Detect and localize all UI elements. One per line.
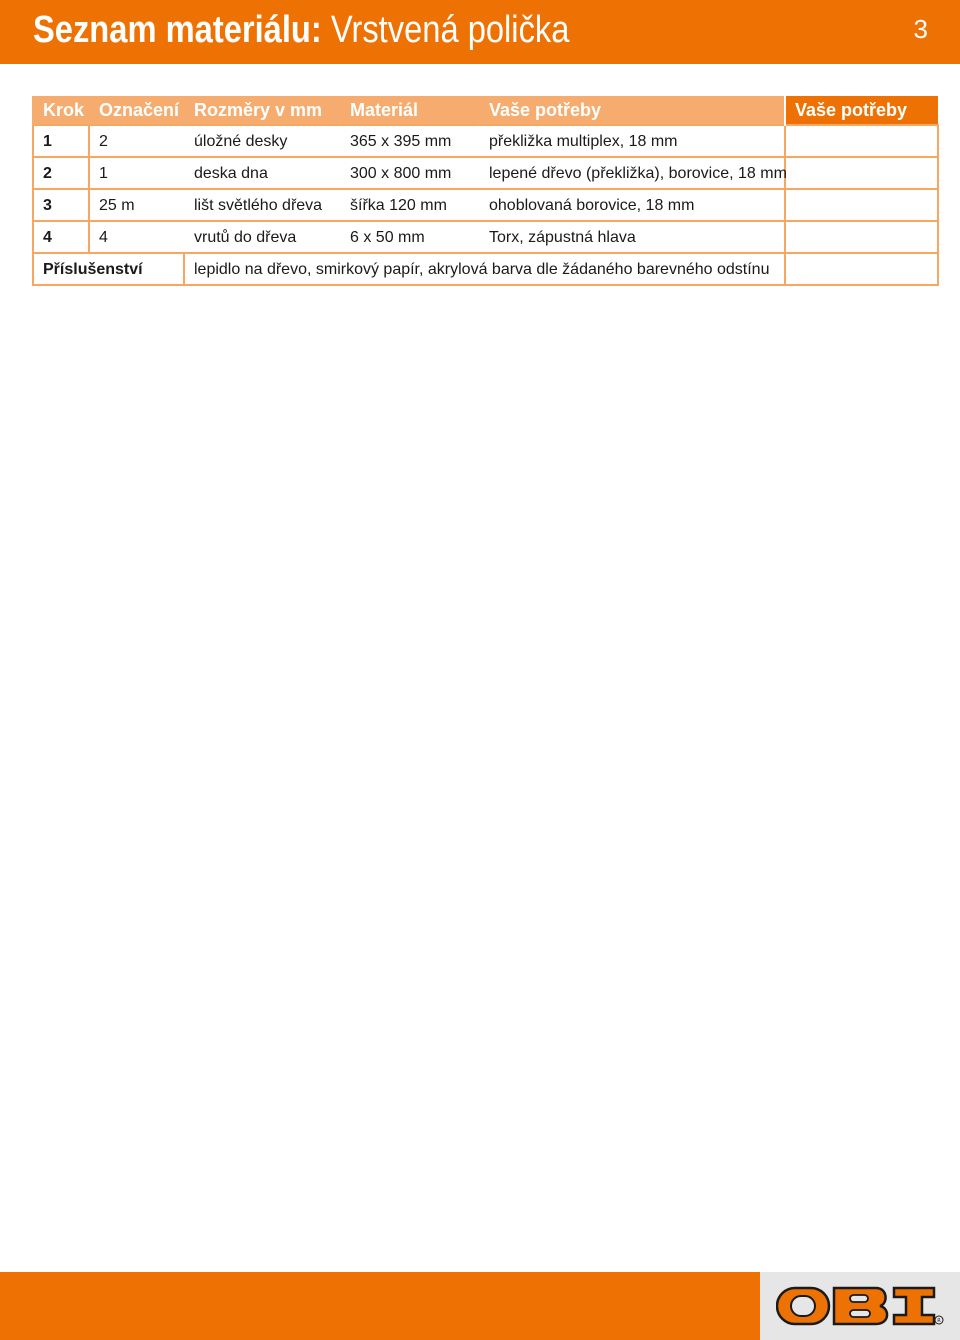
cell-check[interactable] <box>785 189 938 221</box>
cell-label: 1 <box>89 157 184 189</box>
footer-bar <box>0 1272 760 1340</box>
footer-logo <box>760 1272 960 1340</box>
cell-check[interactable] <box>785 125 938 157</box>
table-row <box>33 157 938 189</box>
cell-dims: lišt světlého dřeva <box>184 189 340 221</box>
cell-step: 4 <box>33 221 89 253</box>
header-krok: Krok <box>33 96 89 125</box>
cell-step: 1 <box>33 125 89 157</box>
cell-label: 4 <box>89 221 184 253</box>
header-oznaceni: Označení <box>89 96 184 125</box>
table-row <box>33 125 938 157</box>
svg-text:R: R <box>937 1318 941 1324</box>
page-title-subject: Vrstvená polička <box>330 9 570 51</box>
header-rozmery: Rozměry v mm <box>184 96 340 125</box>
header-vase-potreby: Vaše potřeby <box>479 96 785 125</box>
cell-dims: deska dna <box>184 157 340 189</box>
cell-needs: překližka multiplex, 18 mm <box>479 125 785 157</box>
cell-material: šířka 120 mm <box>340 189 479 221</box>
obi-logo-icon <box>776 1286 944 1326</box>
table-header-row <box>33 96 938 125</box>
page-title <box>33 4 569 56</box>
materials-table <box>32 96 939 286</box>
table-row-accessories <box>33 253 938 285</box>
cell-step: 3 <box>33 189 89 221</box>
cell-dims: vrutů do dřeva <box>184 221 340 253</box>
cell-label: 2 <box>89 125 184 157</box>
page-number: 3 <box>913 14 928 44</box>
header-vase-potreby-check: Vaše potřeby <box>785 96 938 125</box>
cell-material: 6 x 50 mm <box>340 221 479 253</box>
header-bar <box>0 0 960 64</box>
page-title-bold: Seznam materiálu: <box>33 9 322 51</box>
table-row <box>33 221 938 253</box>
header-material: Materiál <box>340 96 479 125</box>
cell-needs: lepené dřevo (překližka), borovice, 18 mm <box>479 157 785 189</box>
cell-accessories-text: lepidlo na dřevo, smirkový papír, akrylová barva dle žádaného barevného odstínu <box>184 253 785 285</box>
cell-dims: úložné desky <box>184 125 340 157</box>
cell-step: 2 <box>33 157 89 189</box>
cell-accessories-label: Příslušenství <box>33 253 184 285</box>
cell-label: 25 m <box>89 189 184 221</box>
cell-material: 365 x 395 mm <box>340 125 479 157</box>
cell-needs: ohoblovaná borovice, 18 mm <box>479 189 785 221</box>
cell-check[interactable] <box>785 253 938 285</box>
cell-check[interactable] <box>785 157 938 189</box>
table-row <box>33 189 938 221</box>
cell-needs: Torx, zápustná hlava <box>479 221 785 253</box>
cell-check[interactable] <box>785 221 938 253</box>
cell-material: 300 x 800 mm <box>340 157 479 189</box>
